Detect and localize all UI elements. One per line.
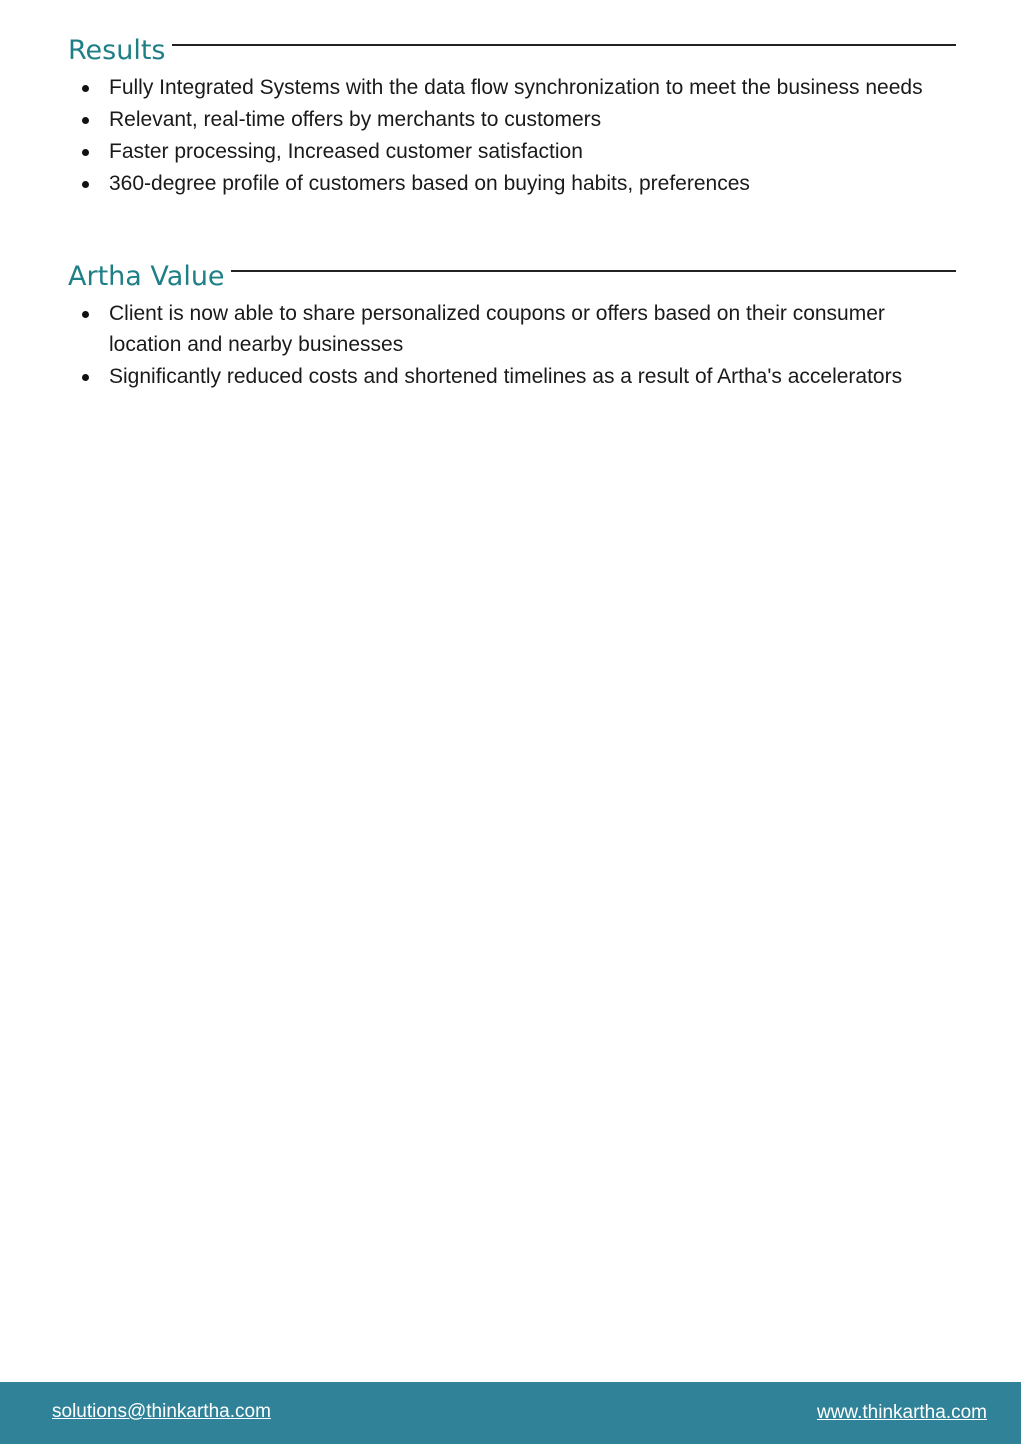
artha-value-list-item: Client is now able to share personalized coupons or offers based on their consumer location and nearby businesses <box>68 298 956 360</box>
results-header <box>68 32 956 66</box>
bullet-icon <box>82 117 89 124</box>
bullet-icon <box>82 149 89 156</box>
bullet-icon <box>82 181 89 188</box>
footer-bar <box>0 1382 1021 1444</box>
results-section <box>68 32 956 200</box>
results-list-item: 360-degree profile of customers based on buying habits, preferences <box>68 168 956 199</box>
results-list-item: Fully Integrated Systems with the data flow synchronization to meet the business needs <box>68 72 956 103</box>
results-list <box>68 72 956 199</box>
results-list-item: Faster processing, Increased customer satisfaction <box>68 136 956 167</box>
artha-value-section <box>68 258 956 393</box>
results-divider <box>172 44 957 46</box>
artha-value-list-item: Significantly reduced costs and shortened timelines as a result of Artha's accelerators <box>68 361 956 392</box>
artha-value-list <box>68 298 956 392</box>
results-title: Results <box>68 35 166 66</box>
bullet-icon <box>82 85 89 92</box>
bullet-icon <box>82 311 89 318</box>
website-link[interactable]: www.thinkartha.com <box>816 1402 987 1423</box>
artha-value-title: Artha Value <box>68 261 225 292</box>
results-list-item: Relevant, real-time offers by merchants to customers <box>68 104 956 135</box>
artha-value-header <box>68 258 956 292</box>
email-link[interactable]: solutions@thinkartha.com <box>52 1401 271 1422</box>
artha-value-divider <box>231 270 956 272</box>
bullet-icon <box>82 374 89 381</box>
